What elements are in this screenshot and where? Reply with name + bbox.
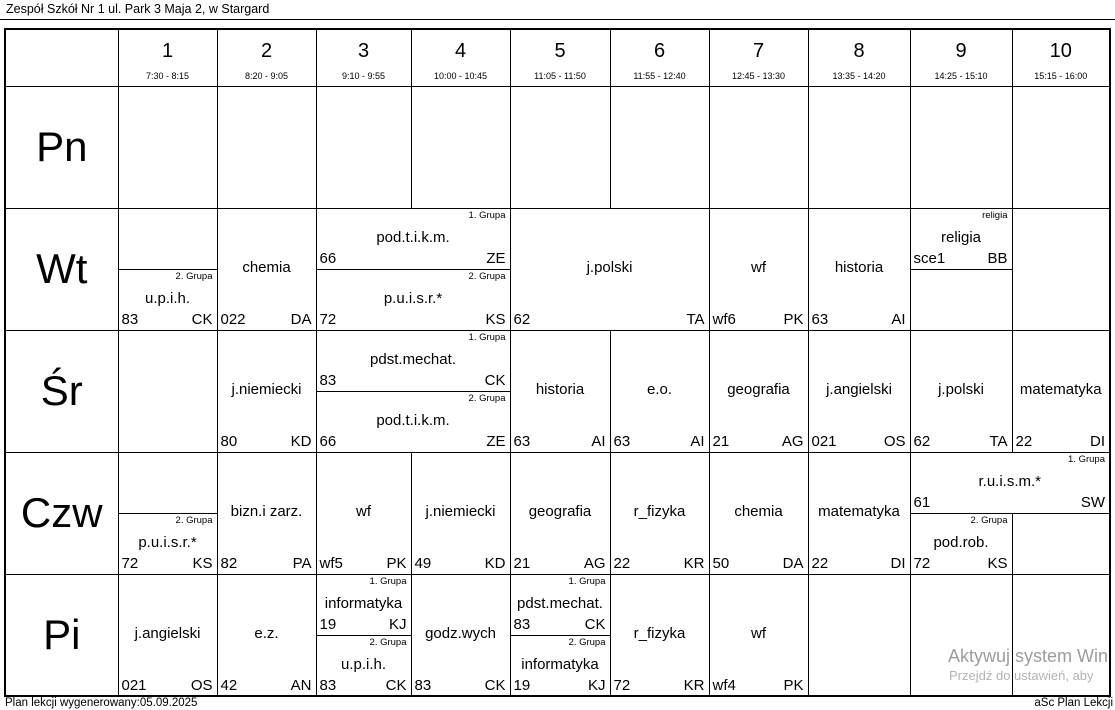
lesson-sr-8 — [808, 330, 910, 452]
period-number: 10 — [1049, 40, 1072, 62]
timetable — [4, 28, 1111, 697]
teacher: PA — [292, 554, 312, 572]
room: 22 — [1015, 432, 1033, 450]
period-time: 7:30 - 8:15 — [145, 71, 190, 81]
empty-cell-pn-3 — [316, 86, 411, 208]
room: 72 — [613, 676, 631, 694]
subject: informatyka — [521, 655, 599, 673]
teacher: CK — [484, 676, 506, 694]
teacher: KD — [290, 432, 312, 450]
empty-cell-pi-8 — [808, 574, 910, 696]
empty-half-czw-10-bottom — [1012, 513, 1110, 574]
teacher: CK — [191, 310, 213, 328]
lesson-sr-6 — [610, 330, 709, 452]
room: sce1 — [913, 249, 946, 267]
lesson-pi-2 — [217, 574, 316, 696]
subject: u.p.i.h. — [144, 289, 191, 307]
room: 22 — [811, 554, 829, 572]
teacher: DI — [1090, 432, 1105, 450]
subject: j.polski — [586, 259, 633, 277]
group-label: 2. Grupa — [970, 514, 1008, 526]
lesson-wt-2 — [217, 208, 316, 330]
lesson-pi-3-group2 — [316, 635, 411, 696]
subject: wf — [751, 625, 766, 643]
lesson-sr-7 — [709, 330, 808, 452]
subject: godz.wych — [425, 625, 496, 643]
room: 72 — [913, 554, 931, 572]
lesson-wt-7 — [709, 208, 808, 330]
lesson-sr-2 — [217, 330, 316, 452]
room: 61 — [913, 493, 931, 511]
period-header-3 — [316, 29, 411, 86]
asc-app-label: aSc Plan Lekcji — [1034, 697, 1113, 709]
period-time: 11:55 - 12:40 — [633, 71, 686, 81]
teacher: ZE — [486, 432, 506, 450]
subject: matematyka — [818, 503, 900, 521]
period-header-1 — [118, 29, 217, 86]
period-header-7 — [709, 29, 808, 86]
period-time: 8:20 - 9:05 — [244, 71, 289, 81]
teacher: KS — [987, 554, 1008, 572]
subject: pod.t.i.k.m. — [376, 228, 450, 246]
period-number: 4 — [454, 40, 467, 62]
day-label-sr: Śr — [5, 330, 118, 452]
teacher: KS — [485, 310, 506, 328]
room: 021 — [121, 676, 147, 694]
period-number: 3 — [357, 40, 370, 62]
lesson-wt-1-group2 — [118, 269, 217, 330]
period-header-10 — [1012, 29, 1110, 86]
windows-activation-watermark-line2: Przejdź do ustawień, aby — [949, 668, 1094, 683]
teacher: KD — [484, 554, 506, 572]
teacher: KR — [683, 676, 705, 694]
day-label-czw: Czw — [5, 452, 118, 574]
day-row-sr — [5, 330, 1110, 391]
empty-cell-sr-1 — [118, 330, 217, 452]
lesson-pi-5-group1 — [510, 574, 610, 635]
lesson-wt-3-4-group2 — [316, 269, 510, 330]
empty-half-wt-9-bottom — [910, 269, 1012, 330]
room: 42 — [220, 676, 238, 694]
subject: j.niemiecki — [425, 503, 496, 521]
subject: r.u.i.s.m.* — [978, 472, 1041, 490]
teacher: DA — [782, 554, 804, 572]
teacher: CK — [484, 371, 506, 389]
lesson-pi-3-group1 — [316, 574, 411, 635]
period-time: 12:45 - 13:30 — [731, 71, 786, 81]
room: 22 — [613, 554, 631, 572]
teacher: KJ — [388, 615, 407, 633]
period-header-4 — [411, 29, 510, 86]
room: 83 — [319, 676, 337, 694]
lesson-czw-7 — [709, 452, 808, 574]
empty-cell-pn-6 — [610, 86, 709, 208]
lesson-pi-4 — [411, 574, 510, 696]
period-number: 6 — [653, 40, 666, 62]
teacher: AG — [583, 554, 606, 572]
teacher: TA — [686, 310, 705, 328]
subject: pod.t.i.k.m. — [376, 411, 450, 429]
subject: matematyka — [1019, 381, 1102, 399]
lesson-sr-10 — [1012, 330, 1110, 452]
period-header-6 — [610, 29, 709, 86]
period-time: 11:05 - 11:50 — [534, 71, 586, 81]
subject: u.p.i.h. — [340, 655, 387, 673]
subject: e.o. — [646, 381, 673, 399]
empty-half-wt-1-top — [118, 208, 217, 269]
empty-cell-pn-7 — [709, 86, 808, 208]
room: wf6 — [712, 310, 736, 328]
room: 21 — [712, 432, 730, 450]
teacher: BB — [987, 249, 1008, 267]
day-row-pn — [5, 86, 1110, 147]
room: 82 — [220, 554, 238, 572]
room: 19 — [513, 676, 531, 694]
lesson-sr-3-4-group1 — [316, 330, 510, 391]
teacher: PK — [386, 554, 407, 572]
group-label: religia — [982, 209, 1008, 221]
teacher: DA — [290, 310, 312, 328]
lesson-sr-5 — [510, 330, 610, 452]
group-label: 2. Grupa — [568, 636, 606, 648]
teacher: OS — [190, 676, 213, 694]
period-header-row — [5, 29, 1110, 86]
subject: j.niemiecki — [231, 381, 302, 399]
lesson-wt-3-4-group1 — [316, 208, 510, 269]
period-number: 5 — [554, 40, 566, 62]
subject: informatyka — [324, 594, 403, 612]
empty-cell-pn-10 — [1012, 86, 1110, 208]
room: 49 — [414, 554, 432, 572]
empty-cell-pn-5 — [510, 86, 610, 208]
period-time: 14:25 - 15:10 — [934, 71, 988, 81]
lesson-czw-2 — [217, 452, 316, 574]
subject: pdst.mechat. — [370, 350, 456, 368]
teacher: PK — [783, 676, 804, 694]
lesson-czw-5 — [510, 452, 610, 574]
group-label: 1. Grupa — [468, 331, 506, 343]
room: 021 — [811, 432, 837, 450]
period-time: 9:10 - 9:55 — [341, 71, 386, 81]
lesson-wt-5-6 — [510, 208, 709, 330]
generated-date: Plan lekcji wygenerowany:05.09.2025 — [5, 697, 198, 709]
teacher: OS — [883, 432, 906, 450]
lesson-czw-9-group2 — [910, 513, 1012, 574]
subject: bizn.i zarz. — [230, 503, 303, 521]
subject: chemia — [734, 503, 783, 521]
teacher: KS — [192, 554, 213, 572]
group-label: 1. Grupa — [1068, 453, 1105, 465]
teacher: AG — [781, 432, 804, 450]
subject: j.angielski — [826, 381, 892, 399]
empty-cell-pn-1 — [118, 86, 217, 208]
teacher: AI — [591, 432, 606, 450]
subject: religia — [940, 228, 982, 246]
subject: p.u.i.s.r.* — [383, 289, 443, 307]
corner-cell — [5, 29, 118, 86]
room: 62 — [913, 432, 931, 450]
teacher: KR — [683, 554, 705, 572]
subject: geografia — [727, 381, 790, 399]
day-label-pi: Pi — [5, 574, 118, 696]
day-row-pi — [5, 574, 1110, 635]
group-label: 2. Grupa — [369, 636, 407, 648]
empty-cell-pi-9 — [910, 574, 1012, 696]
room: 83 — [121, 310, 139, 328]
subject: pod.rob. — [933, 533, 989, 551]
subject: pdst.mechat. — [517, 594, 603, 612]
room: 21 — [513, 554, 531, 572]
subject: historia — [535, 381, 585, 399]
room: wf4 — [712, 676, 736, 694]
teacher: KJ — [587, 676, 606, 694]
room: 66 — [319, 249, 337, 267]
teacher: SW — [1080, 493, 1105, 511]
subject: p.u.i.s.r.* — [138, 533, 197, 551]
subject: e.z. — [254, 625, 279, 643]
group-label: 1. Grupa — [468, 209, 506, 221]
lesson-sr-3-4-group2 — [316, 391, 510, 452]
teacher: AI — [690, 432, 705, 450]
period-header-5 — [510, 29, 610, 86]
lesson-czw-3 — [316, 452, 411, 574]
teacher: CK — [385, 676, 407, 694]
subject: j.angielski — [134, 625, 201, 643]
room: 72 — [319, 310, 337, 328]
group-label: 2. Grupa — [175, 514, 213, 526]
subject: j.polski — [938, 381, 984, 399]
teacher: PK — [783, 310, 804, 328]
teacher: ZE — [486, 249, 506, 267]
school-name: Zespół Szkół Nr 1 ul. Park 3 Maja 2, w Stargard — [0, 0, 1115, 20]
group-label: 2. Grupa — [175, 270, 213, 282]
lesson-pi-1 — [118, 574, 217, 696]
subject: r_fizyka — [633, 625, 686, 643]
lesson-wt-8 — [808, 208, 910, 330]
period-time: 10:00 - 10:45 — [433, 71, 488, 81]
period-header-2 — [217, 29, 316, 86]
lesson-czw-9-10-group1 — [910, 452, 1110, 513]
subject: geografia — [528, 503, 592, 521]
period-number: 9 — [955, 40, 967, 62]
subject: wf — [751, 259, 766, 277]
teacher: DI — [890, 554, 906, 572]
room: 83 — [319, 371, 337, 389]
windows-activation-watermark-line1: Aktywuj system Win — [948, 646, 1109, 666]
lesson-czw-4 — [411, 452, 510, 574]
period-header-8 — [808, 29, 910, 86]
room: 66 — [319, 432, 337, 450]
empty-half-czw-1-top — [118, 452, 217, 513]
period-time: 15:15 - 16:00 — [1034, 71, 1088, 81]
teacher: TA — [989, 432, 1008, 450]
room: 72 — [121, 554, 139, 572]
room: 50 — [712, 554, 730, 572]
group-label: 1. Grupa — [369, 575, 407, 587]
lesson-pi-7 — [709, 574, 808, 696]
subject: chemia — [242, 259, 291, 277]
empty-cell-pi-10 — [1012, 574, 1110, 696]
day-row-wt — [5, 208, 1110, 269]
day-row-czw — [5, 452, 1110, 513]
empty-cell-pn-4 — [411, 86, 510, 208]
subject: historia — [834, 259, 884, 277]
room: 83 — [513, 615, 531, 633]
period-number: 7 — [752, 40, 765, 62]
period-number: 8 — [853, 40, 865, 62]
group-label: 2. Grupa — [468, 392, 506, 404]
lesson-pi-6 — [610, 574, 709, 696]
lesson-wt-9-religia — [910, 208, 1012, 269]
lesson-czw-6 — [610, 452, 709, 574]
room: 63 — [811, 310, 829, 328]
group-label: 1. Grupa — [568, 575, 606, 587]
room: wf5 — [319, 554, 343, 572]
subject: wf — [356, 503, 371, 521]
room: 19 — [319, 615, 337, 633]
period-header-9 — [910, 29, 1012, 86]
period-time: 13:35 - 14:20 — [832, 71, 886, 81]
period-number: 1 — [161, 40, 174, 62]
empty-cell-pn-2 — [217, 86, 316, 208]
lesson-pi-5-group2 — [510, 635, 610, 696]
room: 62 — [513, 310, 531, 328]
room: 80 — [220, 432, 238, 450]
room: 63 — [513, 432, 531, 450]
lesson-czw-8 — [808, 452, 910, 574]
empty-cell-pn-9 — [910, 86, 1012, 208]
subject: r_fizyka — [633, 503, 686, 521]
lesson-sr-9 — [910, 330, 1012, 452]
lesson-czw-1-group2 — [118, 513, 217, 574]
room: 022 — [220, 310, 246, 328]
day-label-wt: Wt — [5, 208, 118, 330]
empty-cell-pn-8 — [808, 86, 910, 208]
group-label: 2. Grupa — [468, 270, 506, 282]
teacher: AI — [891, 310, 906, 328]
room: 63 — [613, 432, 631, 450]
room: 83 — [414, 676, 432, 694]
day-label-pn: Pn — [5, 86, 118, 208]
teacher: CK — [584, 615, 606, 633]
empty-cell-wt-10 — [1012, 208, 1110, 330]
period-number: 2 — [260, 40, 273, 62]
teacher: AN — [290, 676, 312, 694]
